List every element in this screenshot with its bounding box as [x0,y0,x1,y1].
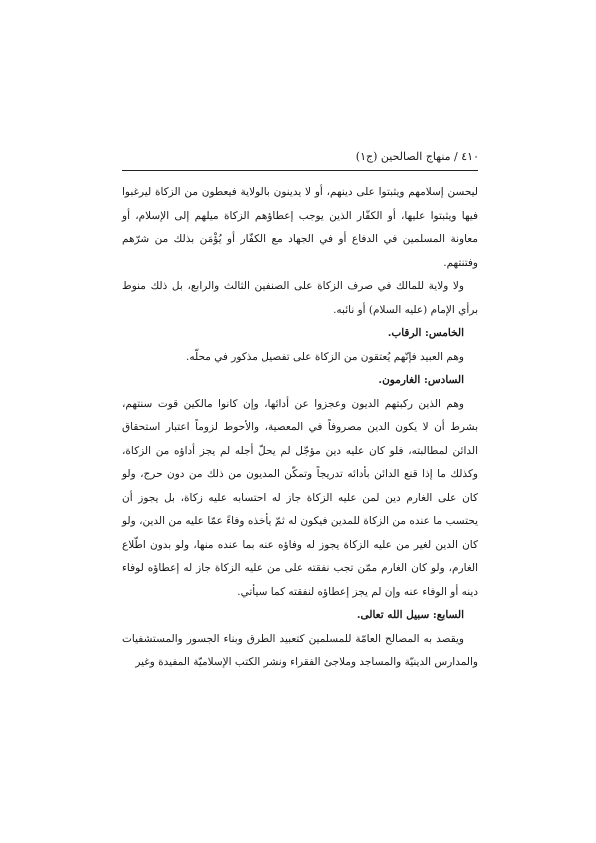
section-heading-seventh: السابع: سبيل الله تعالى. [356,609,464,621]
section-heading-fifth: الخامس: الرقاب. [387,327,464,339]
paragraph: ليحسن إسلامهم ويثبتوا على دينهم، أو لا يدينون بالولاية فيعطون من الزكاة ليرغبوا فيها ويثبتوا عليها، أو الكفّار الذين يوجب إعطاؤهم الزكاة ميلهم إلى الإسلام، أو معاونة المسلمين في الدفاع أو في الجهاد مع الكفّار أو يُؤْمَن بذلك من شرّهم وفتنتهم. [122,186,478,269]
running-header: ٤١٠ / منهاج الصالحين (ج١) [355,150,479,163]
header-divider [122,170,478,171]
paragraph: وهم العبيد فإنّهم يُعتقون من الزكاة على تفصيل مذكور في محلّه. [186,350,464,363]
paragraph: ولا ولاية للمالك في صرف الزكاة على الصنفين الثالث والرابع، بل ذلك منوط برأي الإمام (عليه السلام) أو نائبه. [122,280,478,316]
paragraph: وهم الذين ركبتهم الديون وعجزوا عن أدائها، وإن كانوا مالكين قوت سنتهم، بشرط أن لا يكون الدين مصروفاً في المعصية، والأحوط لزوماً اعتبار استحقاق الدائن لمطالبته، فلو كان عليه دين مؤجّل لم يحلّ أجله لم يجز أداؤه من الزكاة، وكذلك ما إذا قنع الدائن بأدائه تدريجاً وتمكّن المديون من ذلك من دون حرج، ولو كان على الغارم دين لمن عليه الزكاة جاز له احتسابه عليه زكاة، بل يجوز أن يحتسب ما عنده من الزكاة للمدين فيكون له ثمّ يأخذه وفاءً عمّا عليه من الدين، ولو كان الدين لغير من عليه الزكاة يجوز له وفاؤه عنه بما عنده منها، ولو بدون اطّلاع الغارم، ولو كان الغارم ممّن تجب نفقته على من عليه الزكاة جاز له إعطاؤه لوفاء دينه أو الوفاء عنه وإن لم يجز إعطاؤه لنفقته كما سيأتي. [122,397,478,598]
section-heading-sixth: السادس: الغارمون. [378,374,464,386]
page-body [122,181,478,675]
paragraph: ويقصد به المصالح العامّة للمسلمين كتعبيد الطرق وبناء الجسور والمستشفيات والمدارس الدينيّة والمساجد وملاجئ الفقراء ونشر الكتب الإسلاميّة المفيدة وغير [122,632,478,668]
